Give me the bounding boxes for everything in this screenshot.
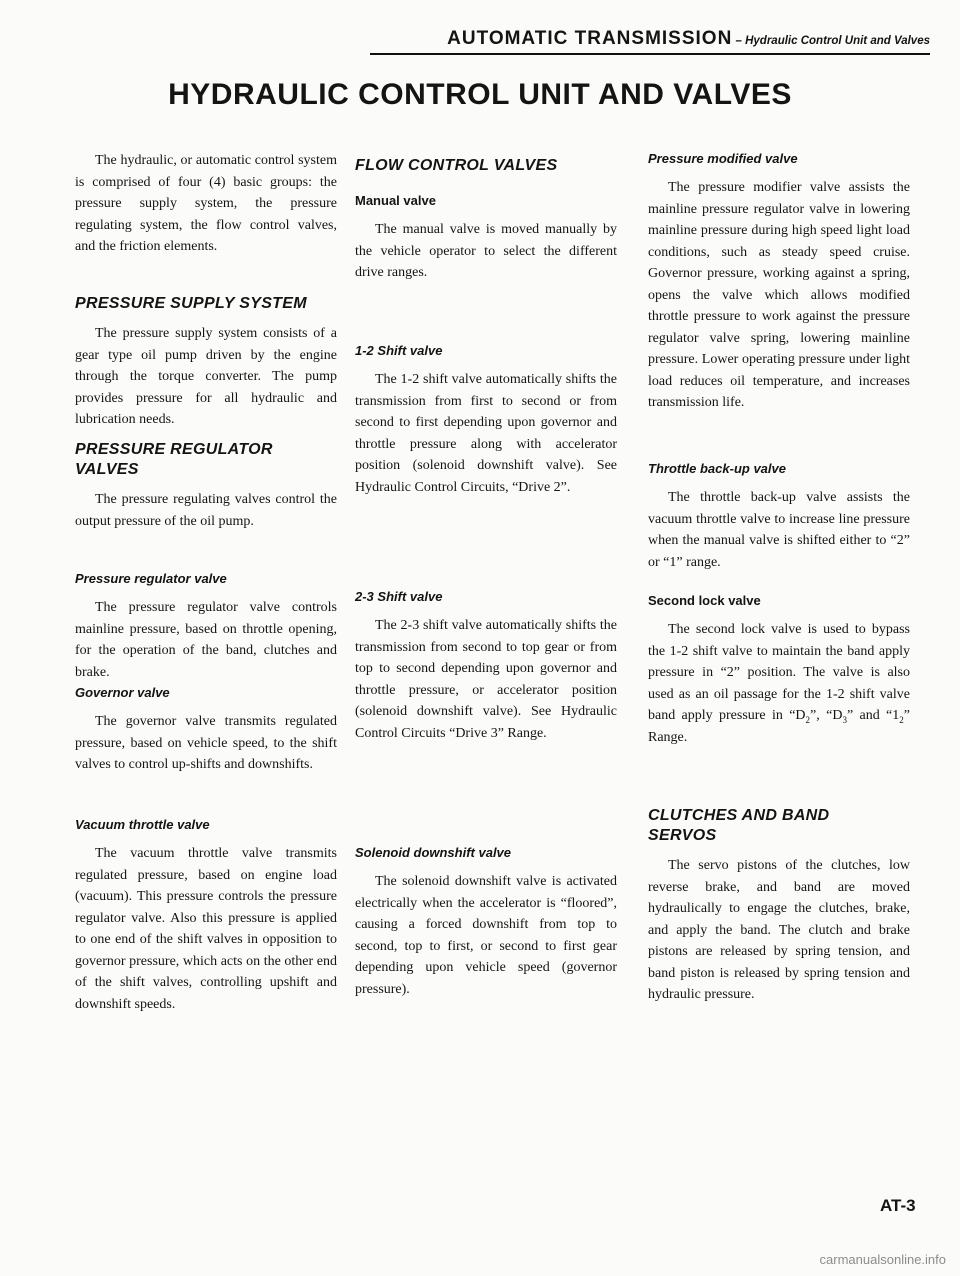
solenoid-downshift-valve-paragraph: The solenoid downshift valve is activated electrically when the accelerator is “floored”, causing a forced downshift from top to second, top to first, or second to first gear depending upon vehicle speed (governor pressure). — [355, 874, 617, 997]
text-run: ” Range. — [648, 708, 910, 745]
running-header-title: AUTOMATIC TRANSMISSION — [447, 28, 733, 49]
pressure-supply-section — [75, 294, 337, 431]
manual-valve-section — [355, 192, 617, 284]
vacuum-throttle-valve-section — [75, 816, 337, 1015]
flow-control-valves-section — [355, 156, 617, 176]
watermark-text: carmanualsonline.info — [819, 1252, 946, 1267]
pressure-supply-heading: PRESSURE SUPPLY SYSTEM — [75, 295, 307, 312]
clutches-band-servos-section — [648, 806, 910, 1006]
solenoid-downshift-valve-heading: Solenoid downshift valve — [355, 845, 512, 860]
second-lock-valve-heading: Second lock valve — [648, 593, 761, 608]
shift-1-2-heading: 1-2 Shift valve — [355, 343, 443, 358]
shift-2-3-section — [355, 588, 617, 744]
running-header-separator: – — [732, 35, 746, 47]
second-lock-valve-section — [648, 592, 910, 748]
throttle-backup-valve-section — [648, 460, 910, 573]
pressure-regulator-valves-heading — [75, 440, 337, 480]
pressure-regulator-valve-heading: Pressure regulator valve — [75, 571, 227, 586]
intro-section — [75, 150, 337, 258]
shift-1-2-paragraph: The 1-2 shift valve automatically shifts the transmission from first to second or from second to first depending upon governor and throttle pressure along with accelerator position (solenoid downshift valve). See Hydraulic Control Circuits, “Drive 2”. — [355, 372, 617, 495]
governor-valve-paragraph: The governor valve transmits regulated pressure, based on vehicle speed, to the shift valves to control up-shifts and downshifts. — [75, 714, 337, 772]
running-header — [370, 28, 930, 55]
pressure-modified-valve-heading: Pressure modified valve — [648, 151, 798, 166]
heading-line: VALVES — [75, 461, 139, 478]
shift-2-3-paragraph: The 2-3 shift valve automatically shifts the transmission from second to top gear or from top to second depending upon governor and throttle pressure, or accelerator position (solenoid downshift valve). See Hydraulic Control Circuits “Drive 3” Range. — [355, 618, 617, 741]
clutches-band-servos-paragraph: The servo pistons of the clutches, low reverse brake, and band are moved hydraulically to engage the clutches, brake, and apply the band. The clutch and brake pistons are released by spring tension, and band piston is released by spring tension and hydraulic pressure. — [648, 858, 910, 1002]
solenoid-downshift-valve-section — [355, 844, 617, 1000]
throttle-backup-valve-heading: Throttle back-up valve — [648, 461, 786, 476]
pressure-regulator-valve-paragraph: The pressure regulator valve controls mainline pressure, based on throttle opening, for the operation of the band, clutches and brake. — [75, 600, 337, 680]
pressure-supply-paragraph: The pressure supply system consists of a gear type oil pump driven by the engine through the torque converter. The pump provides pressure for all hydraulic and lubrication needs. — [75, 326, 337, 427]
heading-line: PRESSURE REGULATOR — [75, 441, 273, 458]
heading-line: SERVOS — [648, 827, 717, 844]
subscript: 2 — [899, 714, 904, 725]
pressure-regulator-valves-paragraph: The pressure regulating valves control the output pressure of the oil pump. — [75, 492, 337, 529]
text-run: ”, “D — [810, 708, 843, 723]
heading-line: CLUTCHES AND BAND — [648, 807, 830, 824]
second-lock-valve-paragraph — [648, 619, 910, 748]
pressure-modified-valve-paragraph: The pressure modifier valve assists the mainline pressure regulator valve in lowering mainline pressure during high speed light load conditions, such as steady speed cruise. Governor pressure, working against a spring, opens the valve which allows modified throttle pressure to work against the pressure regulator valve spring, lowering mainline pressure. Lower operating pressure under light load reduces oil temperature, and increases transmission life. — [648, 180, 910, 410]
pressure-regulator-valves-section — [75, 440, 337, 532]
subscript: 3 — [842, 714, 847, 725]
vacuum-throttle-valve-heading: Vacuum throttle valve — [75, 817, 210, 832]
governor-valve-heading: Governor valve — [75, 685, 170, 700]
pressure-regulator-valve-section — [75, 570, 337, 683]
shift-1-2-section — [355, 342, 617, 498]
vacuum-throttle-valve-paragraph: The vacuum throttle valve transmits regulated pressure, based on engine load (vacuum). This pressure controls the pressure regulator valve. Also this pressure is applied to one end of the shift valves in opposition to governor pressure, which acts on the other end of the shift valves, controlling upshift and downshift speeds. — [75, 846, 337, 1012]
manual-valve-paragraph: The manual valve is moved manually by the vehicle operator to select the different drive ranges. — [355, 222, 617, 280]
text-run: ” and “1 — [846, 708, 900, 723]
intro-paragraph: The hydraulic, or automatic control system is comprised of four (4) basic groups: the pressure supply system, the pressure regulating system, the flow control valves, and the friction elements. — [75, 153, 337, 254]
clutches-band-servos-heading — [648, 806, 910, 846]
throttle-backup-valve-paragraph: The throttle back-up valve assists the vacuum throttle valve to increase line pressure when the manual valve is shifted either to “2” or “1” range. — [648, 490, 910, 570]
shift-2-3-heading: 2-3 Shift valve — [355, 589, 443, 604]
governor-valve-section — [75, 684, 337, 776]
running-header-subtitle: Hydraulic Control Unit and Valves — [745, 35, 930, 47]
subscript: 2 — [805, 714, 811, 725]
page-title: HYDRAULIC CONTROL UNIT AND VALVES — [168, 78, 792, 111]
pressure-modified-valve-section — [648, 150, 910, 414]
page-number: AT-3 — [880, 1196, 916, 1215]
manual-valve-heading: Manual valve — [355, 193, 436, 208]
flow-control-valves-heading: FLOW CONTROL VALVES — [355, 157, 558, 174]
text-run: The second lock valve is used to bypass the 1-2 shift valve to maintain the band apply pressure in “2” position. The valve is also used as an oil passage for the 1-2 shift valve band apply pressure in “D — [648, 622, 910, 723]
